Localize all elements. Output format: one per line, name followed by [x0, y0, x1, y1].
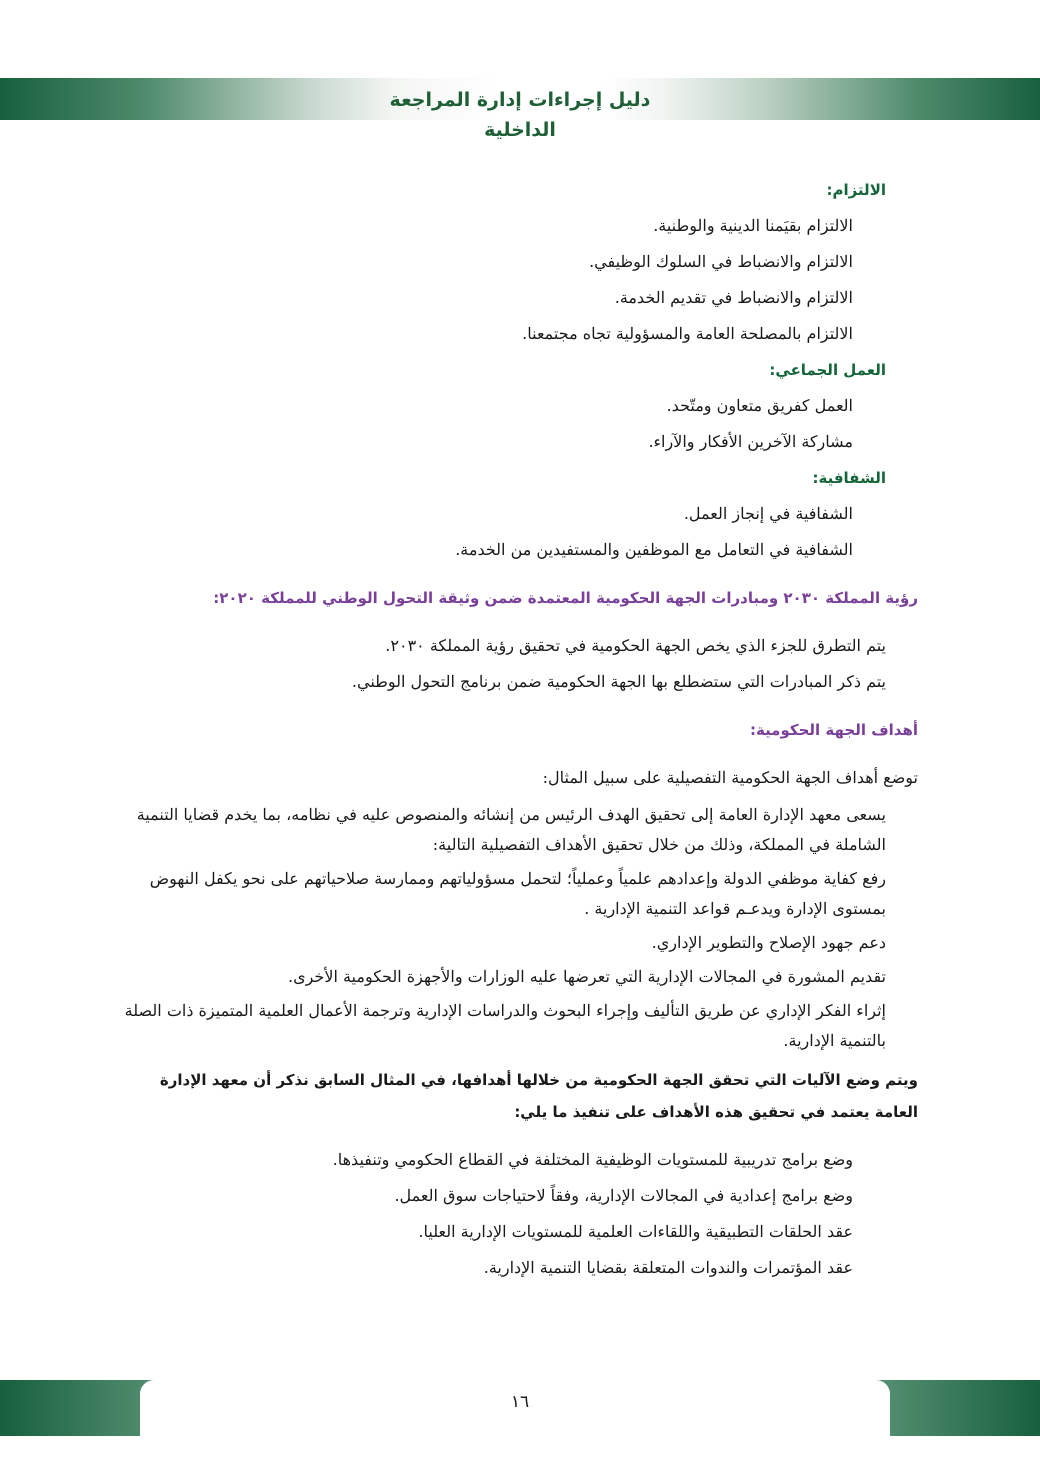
list-item: عقد المؤتمرات والندوات المتعلقة بقضايا التنمية الإدارية. [483, 1258, 853, 1277]
list-item: تقديم المشورة في المجالات الإدارية التي تعرضها عليه الوزارات والأجهزة الحكومية الأخرى. [287, 967, 886, 986]
list-item: الالتزام والانضباط في السلوك الوظيفي. [589, 252, 853, 271]
page-content [118, 172, 918, 1286]
page-number: ١٦ [510, 1392, 530, 1412]
list-item: دعم جهود الإصلاح والتطوير الإداري. [651, 933, 886, 952]
list-item: يتم ذكر المبادرات التي ستضطلع بها الجهة الحكومية ضمن برنامج التحول الوطني. [351, 672, 886, 691]
list-item: مشاركة الآخرين الأفكار والآراء. [648, 432, 853, 451]
list-item: الالتزام بقيَمنا الدينية والوطنية. [653, 216, 853, 235]
list-item: العمل كفريق متعاون ومتّحد. [666, 396, 853, 415]
document-title: دليل إجراءات إدارة المراجعة الداخلية [389, 89, 651, 141]
teamwork-heading: العمل الجماعي: [769, 361, 886, 379]
list-item: وضع برامج تدريبية للمستويات الوظيفية المختلفة في القطاع الحكومي وتنفيذها. [332, 1150, 853, 1169]
goals-paragraph: يسعى معهد الإدارة العامة إلى تحقيق الهدف الرئيس من إنشائه والمنصوص عليه في نظامه، بما يخدم قضايا التنمية الشاملة في المملكة، وذلك من خلال تحقيق الأهداف التفصيلية التالية: [136, 805, 886, 854]
list-item: عقد الحلقات التطبيقية واللقاءات العلمية للمستويات الإدارية العليا. [418, 1222, 853, 1241]
goals-intro: توضع أهداف الجهة الحكومية التفصيلية على سبيل المثال: [542, 768, 918, 787]
vision-heading: رؤية المملكة ٢٠٣٠ ومبادرات الجهة الحكومية المعتمدة ضمن وثيقة التحول الوطني للمملكة ٢٠٢٠: [213, 589, 918, 607]
list-item: يتم التطرق للجزء الذي يخص الجهة الحكومية في تحقيق رؤية المملكة ٢٠٣٠. [385, 636, 886, 655]
mechanisms-heading: ويتم وضع الآليات التي تحقق الجهة الحكومية من خلالها أهدافها، في المثال السابق نذكر أن معهد الإدارة العامة يعتمد في تحقيق هذه الأهداف على تنفيذ ما يلي: [159, 1071, 918, 1121]
list-item: الالتزام والانضباط في تقديم الخدمة. [614, 288, 853, 307]
list-item: رفع كفاية موظفي الدولة وإعدادهم علمياً وعملياً؛ لتحمل مسؤولياتهم وممارسة صلاحياتهم على نحو يكفل النهوض بمستوى الإدارة ويدعـم قواعد التنمية الإدارية . [149, 869, 886, 918]
goals-heading: أهداف الجهة الحكومية: [749, 721, 918, 739]
list-item: إثراء الفكر الإداري عن طريق التأليف وإجراء البحوث والدراسات الإدارية وترجمة الأعمال العلمية المتميزة ذات الصلة بالتنمية الإدارية. [124, 1001, 886, 1050]
commitment-heading: الالتزام: [826, 181, 886, 199]
footer-tab-left [140, 1380, 390, 1436]
transparency-heading: الشفافية: [812, 469, 886, 487]
list-item: الشفافية في التعامل مع الموظفين والمستفيدين من الخدمة. [455, 540, 853, 559]
footer-tab-right [640, 1380, 890, 1436]
list-item: الالتزام بالمصلحة العامة والمسؤولية تجاه مجتمعنا. [522, 324, 853, 343]
list-item: الشفافية في إنجاز العمل. [683, 504, 853, 523]
list-item: وضع برامج إعدادية في المجالات الإدارية، وفقاً لاحتياجات سوق العمل. [394, 1186, 853, 1205]
